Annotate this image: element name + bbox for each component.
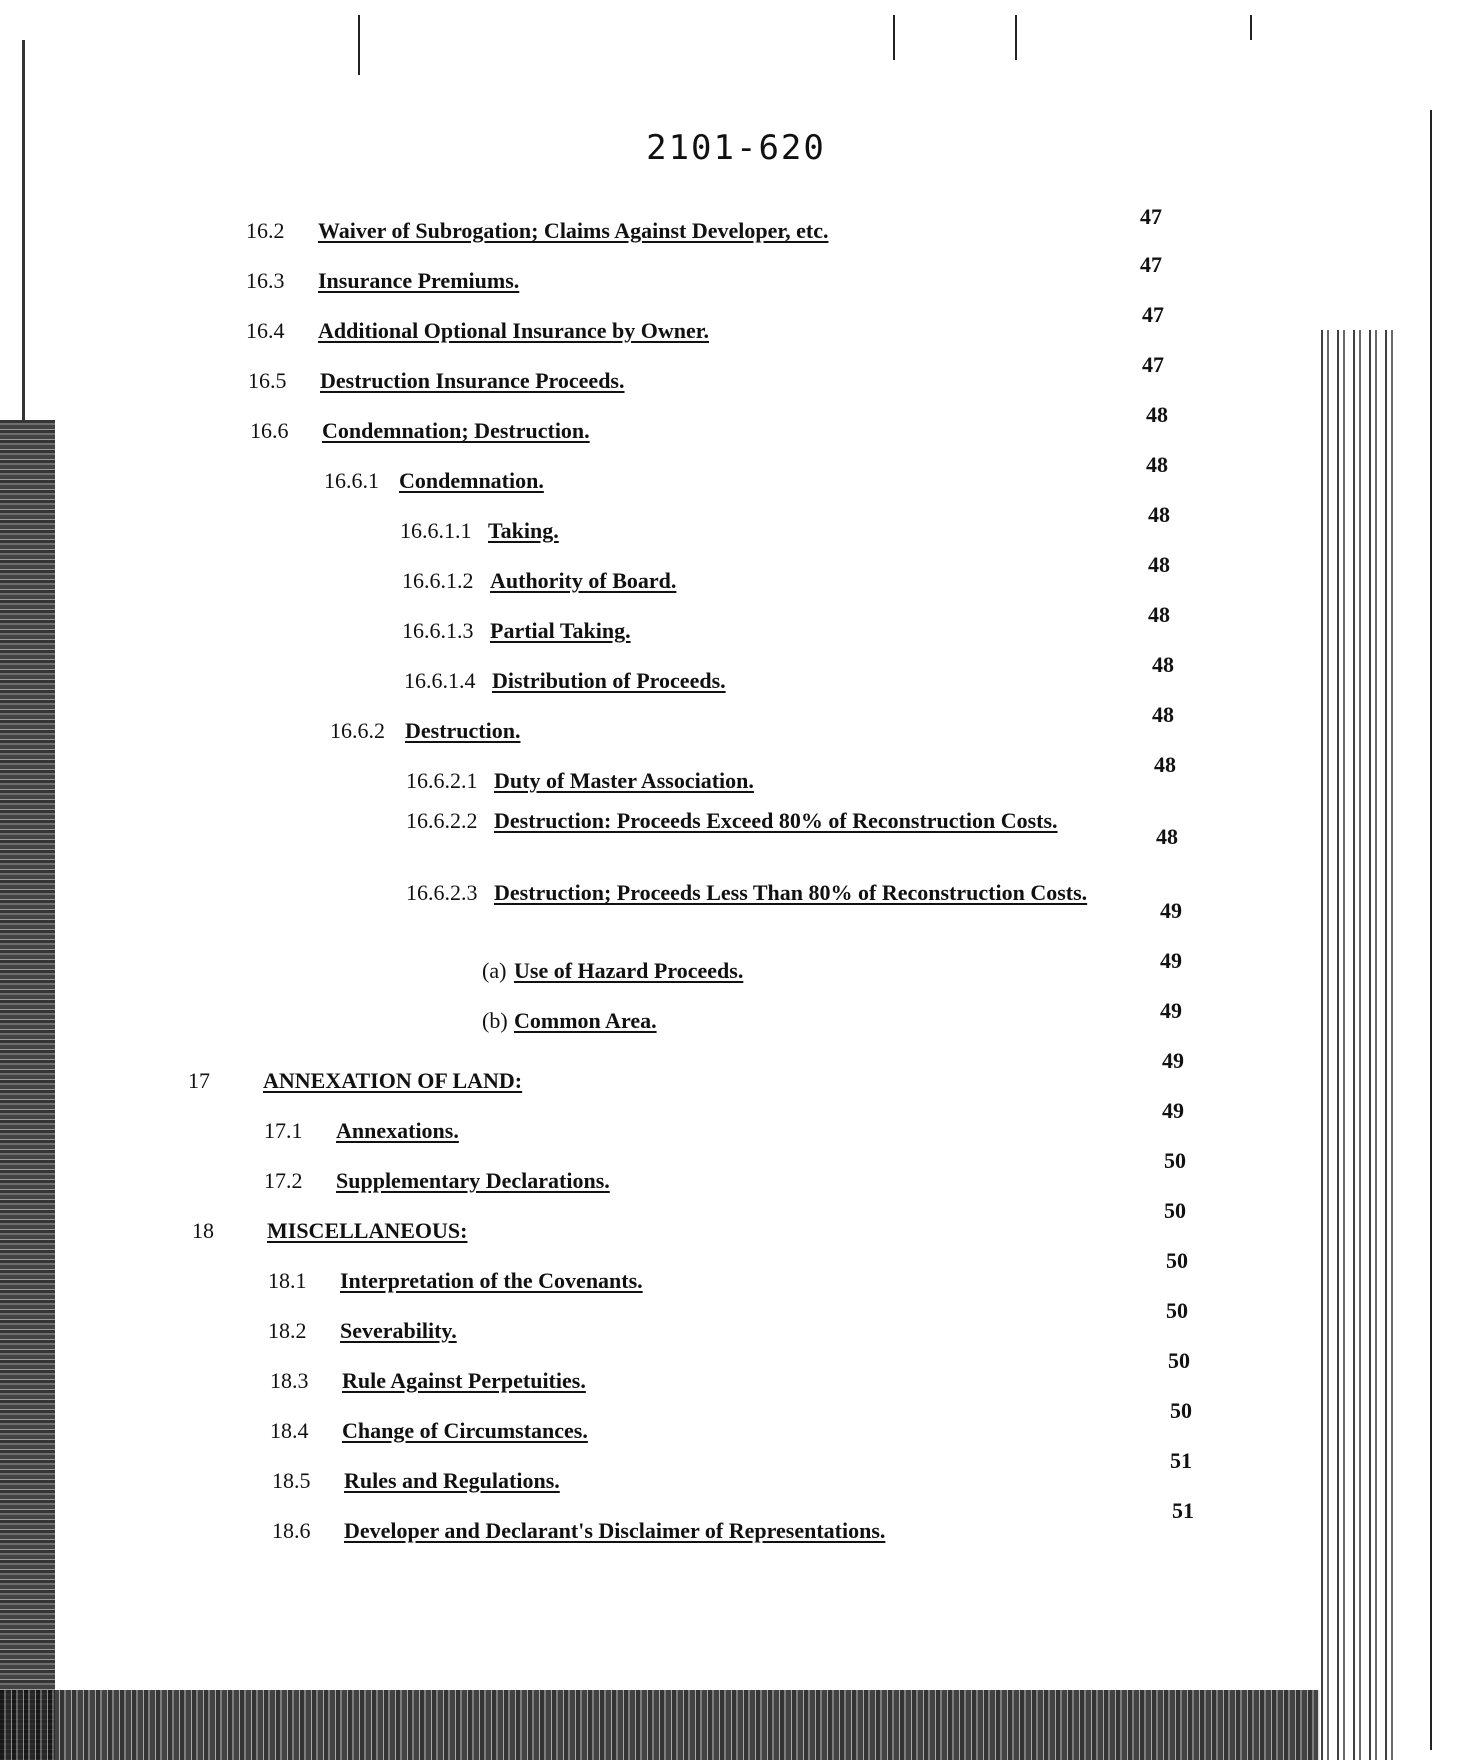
toc-entry-number: 16.6.2.1 <box>406 768 478 793</box>
toc-entry-number: 16.6.1.1 <box>400 518 472 543</box>
toc-entry-page: 48 <box>1154 752 1176 777</box>
toc-entry <box>404 668 726 694</box>
toc-entry-page: 49 <box>1160 948 1182 973</box>
toc-entry-number: (b) <box>482 1008 508 1033</box>
toc-entry-page: 48 <box>1148 552 1170 577</box>
toc-entry-page: 47 <box>1140 204 1162 229</box>
toc-entry-number: 16.6.1.2 <box>402 568 474 593</box>
toc-entry-page: 47 <box>1142 352 1164 377</box>
toc-entry-title: Interpretation of the Covenants. <box>340 1268 643 1293</box>
toc-entry-number: 16.6.2 <box>330 718 385 743</box>
toc-entry-title: Severability. <box>340 1318 457 1343</box>
toc-entry-page: 48 <box>1148 602 1170 627</box>
toc-entry-page: 50 <box>1168 1348 1190 1373</box>
toc-entry-page: 49 <box>1162 1098 1184 1123</box>
toc-entry-number: 18.6 <box>272 1518 311 1543</box>
toc-entry <box>270 1368 586 1394</box>
toc-entry-number: 16.5 <box>248 368 287 393</box>
toc-entry <box>482 1008 657 1034</box>
toc-entry-title: Common Area. <box>514 1008 657 1033</box>
toc-entry-number: 18 <box>192 1218 214 1243</box>
toc-entry-title: Developer and Declarant's Disclaimer of Representations. <box>344 1518 886 1543</box>
toc-entry <box>246 268 519 294</box>
toc-entry-title: Taking. <box>488 518 559 543</box>
toc-entry-page: 50 <box>1170 1398 1192 1423</box>
toc-entry-page: 48 <box>1156 824 1178 849</box>
toc-entry-title: Use of Hazard Proceeds. <box>514 958 744 983</box>
toc-entry-title: Distribution of Proceeds. <box>492 668 726 693</box>
toc-entry-title: Destruction. <box>405 718 521 743</box>
toc-entry-number: 16.3 <box>246 268 285 293</box>
toc-entry-title: Additional Optional Insurance by Owner. <box>318 318 709 343</box>
toc-entry-title: Duty of Master Association. <box>494 768 754 793</box>
toc-entry-title: Authority of Board. <box>490 568 677 593</box>
toc-entry-number: 16.6.1.3 <box>402 618 474 643</box>
scan-edge-bottom <box>0 1690 1320 1760</box>
toc-entry <box>268 1268 643 1294</box>
scan-tick <box>893 15 895 60</box>
toc-entry-number: 17 <box>188 1068 210 1093</box>
toc-entry <box>402 618 631 644</box>
toc-entry <box>406 880 1156 906</box>
toc-entry-title: Condemnation. <box>399 468 544 493</box>
toc-entry-page: 48 <box>1146 402 1168 427</box>
toc-entry-number: 18.1 <box>268 1268 307 1293</box>
toc-entry-number: 18.4 <box>270 1418 309 1443</box>
toc-entry-number: 16.6.1.4 <box>404 668 476 693</box>
scan-edge-left <box>0 420 55 1760</box>
toc-entry <box>188 1068 522 1094</box>
toc-entry <box>406 808 1126 834</box>
toc-entry-number: 17.2 <box>264 1168 303 1193</box>
toc-entry-number: 16.2 <box>246 218 285 243</box>
toc-entry-title: Condemnation; Destruction. <box>322 418 590 443</box>
toc-entry-number: 17.1 <box>264 1118 303 1143</box>
toc-entry-page: 48 <box>1148 502 1170 527</box>
toc-entry-page: 48 <box>1146 452 1168 477</box>
toc-entry-number: 16.6 <box>250 418 289 443</box>
toc-entry-number: (a) <box>482 958 507 983</box>
toc-entry-page: 50 <box>1164 1148 1186 1173</box>
scan-tick <box>1250 15 1252 40</box>
toc-entry-page: 49 <box>1162 1048 1184 1073</box>
toc-entry <box>264 1168 610 1194</box>
toc-entry <box>192 1218 467 1244</box>
toc-entry-title: Waiver of Subrogation; Claims Against Developer, etc. <box>318 218 829 243</box>
scan-edge-left-thin <box>22 40 25 420</box>
document-number: 2101-620 <box>646 128 826 168</box>
scan-edge-right-line <box>1430 110 1432 1750</box>
toc-entry <box>482 958 743 984</box>
toc-entry-number: 18.5 <box>272 1468 311 1493</box>
toc-entry-number: 16.4 <box>246 318 285 343</box>
scan-edge-right <box>1318 330 1398 1760</box>
toc-entry-page: 49 <box>1160 898 1182 923</box>
toc-entry-page: 51 <box>1172 1498 1194 1523</box>
toc-entry-page: 47 <box>1142 302 1164 327</box>
toc-entry-page: 48 <box>1152 652 1174 677</box>
toc-entry-title: ANNEXATION OF LAND: <box>263 1068 523 1093</box>
toc-entry-number: 18.3 <box>270 1368 309 1393</box>
toc-entry-title: Annexations. <box>336 1118 459 1143</box>
toc-entry <box>272 1518 885 1544</box>
toc-entry <box>406 768 754 794</box>
toc-entry-title: Destruction; Proceeds Less Than 80% of Reconstruction Costs. <box>494 880 1088 905</box>
toc-entry <box>246 218 828 244</box>
scan-tick <box>1015 15 1017 60</box>
toc-entry-page: 50 <box>1166 1298 1188 1323</box>
toc-entry <box>330 718 520 744</box>
toc-entry-number: 16.6.2.3 <box>406 880 478 905</box>
toc-entry <box>270 1418 588 1444</box>
toc-entry <box>268 1318 457 1344</box>
toc-entry <box>250 418 590 444</box>
toc-entry-page: 47 <box>1140 252 1162 277</box>
toc-entry <box>402 568 676 594</box>
toc-entry-title: Partial Taking. <box>490 618 631 643</box>
toc-entry-number: 18.2 <box>268 1318 307 1343</box>
toc-entry-number: 16.6.2.2 <box>406 808 478 833</box>
toc-entry <box>400 518 559 544</box>
toc-entry <box>272 1468 560 1494</box>
toc-entry-page: 48 <box>1152 702 1174 727</box>
toc-entry-title: Insurance Premiums. <box>318 268 520 293</box>
toc-entry-page: 51 <box>1170 1448 1192 1473</box>
toc-entry-title: Rule Against Perpetuities. <box>342 1368 586 1393</box>
toc-entry-title: Change of Circumstances. <box>342 1418 588 1443</box>
toc-entry-title: Rules and Regulations. <box>344 1468 560 1493</box>
toc-entry <box>246 318 709 344</box>
toc-entry-number: 16.6.1 <box>324 468 379 493</box>
scan-tick <box>358 15 360 75</box>
toc-entry-title: Supplementary Declarations. <box>336 1168 610 1193</box>
toc-entry-title: Destruction: Proceeds Exceed 80% of Reconstruction Costs. <box>494 808 1058 833</box>
toc-entry <box>248 368 625 394</box>
toc-entry <box>264 1118 459 1144</box>
toc-entry <box>324 468 544 494</box>
toc-entry-page: 49 <box>1160 998 1182 1023</box>
toc-entry-page: 50 <box>1166 1248 1188 1273</box>
toc-entry-page: 50 <box>1164 1198 1186 1223</box>
toc-entry-title: MISCELLANEOUS: <box>267 1218 468 1243</box>
toc-entry-title: Destruction Insurance Proceeds. <box>320 368 625 393</box>
